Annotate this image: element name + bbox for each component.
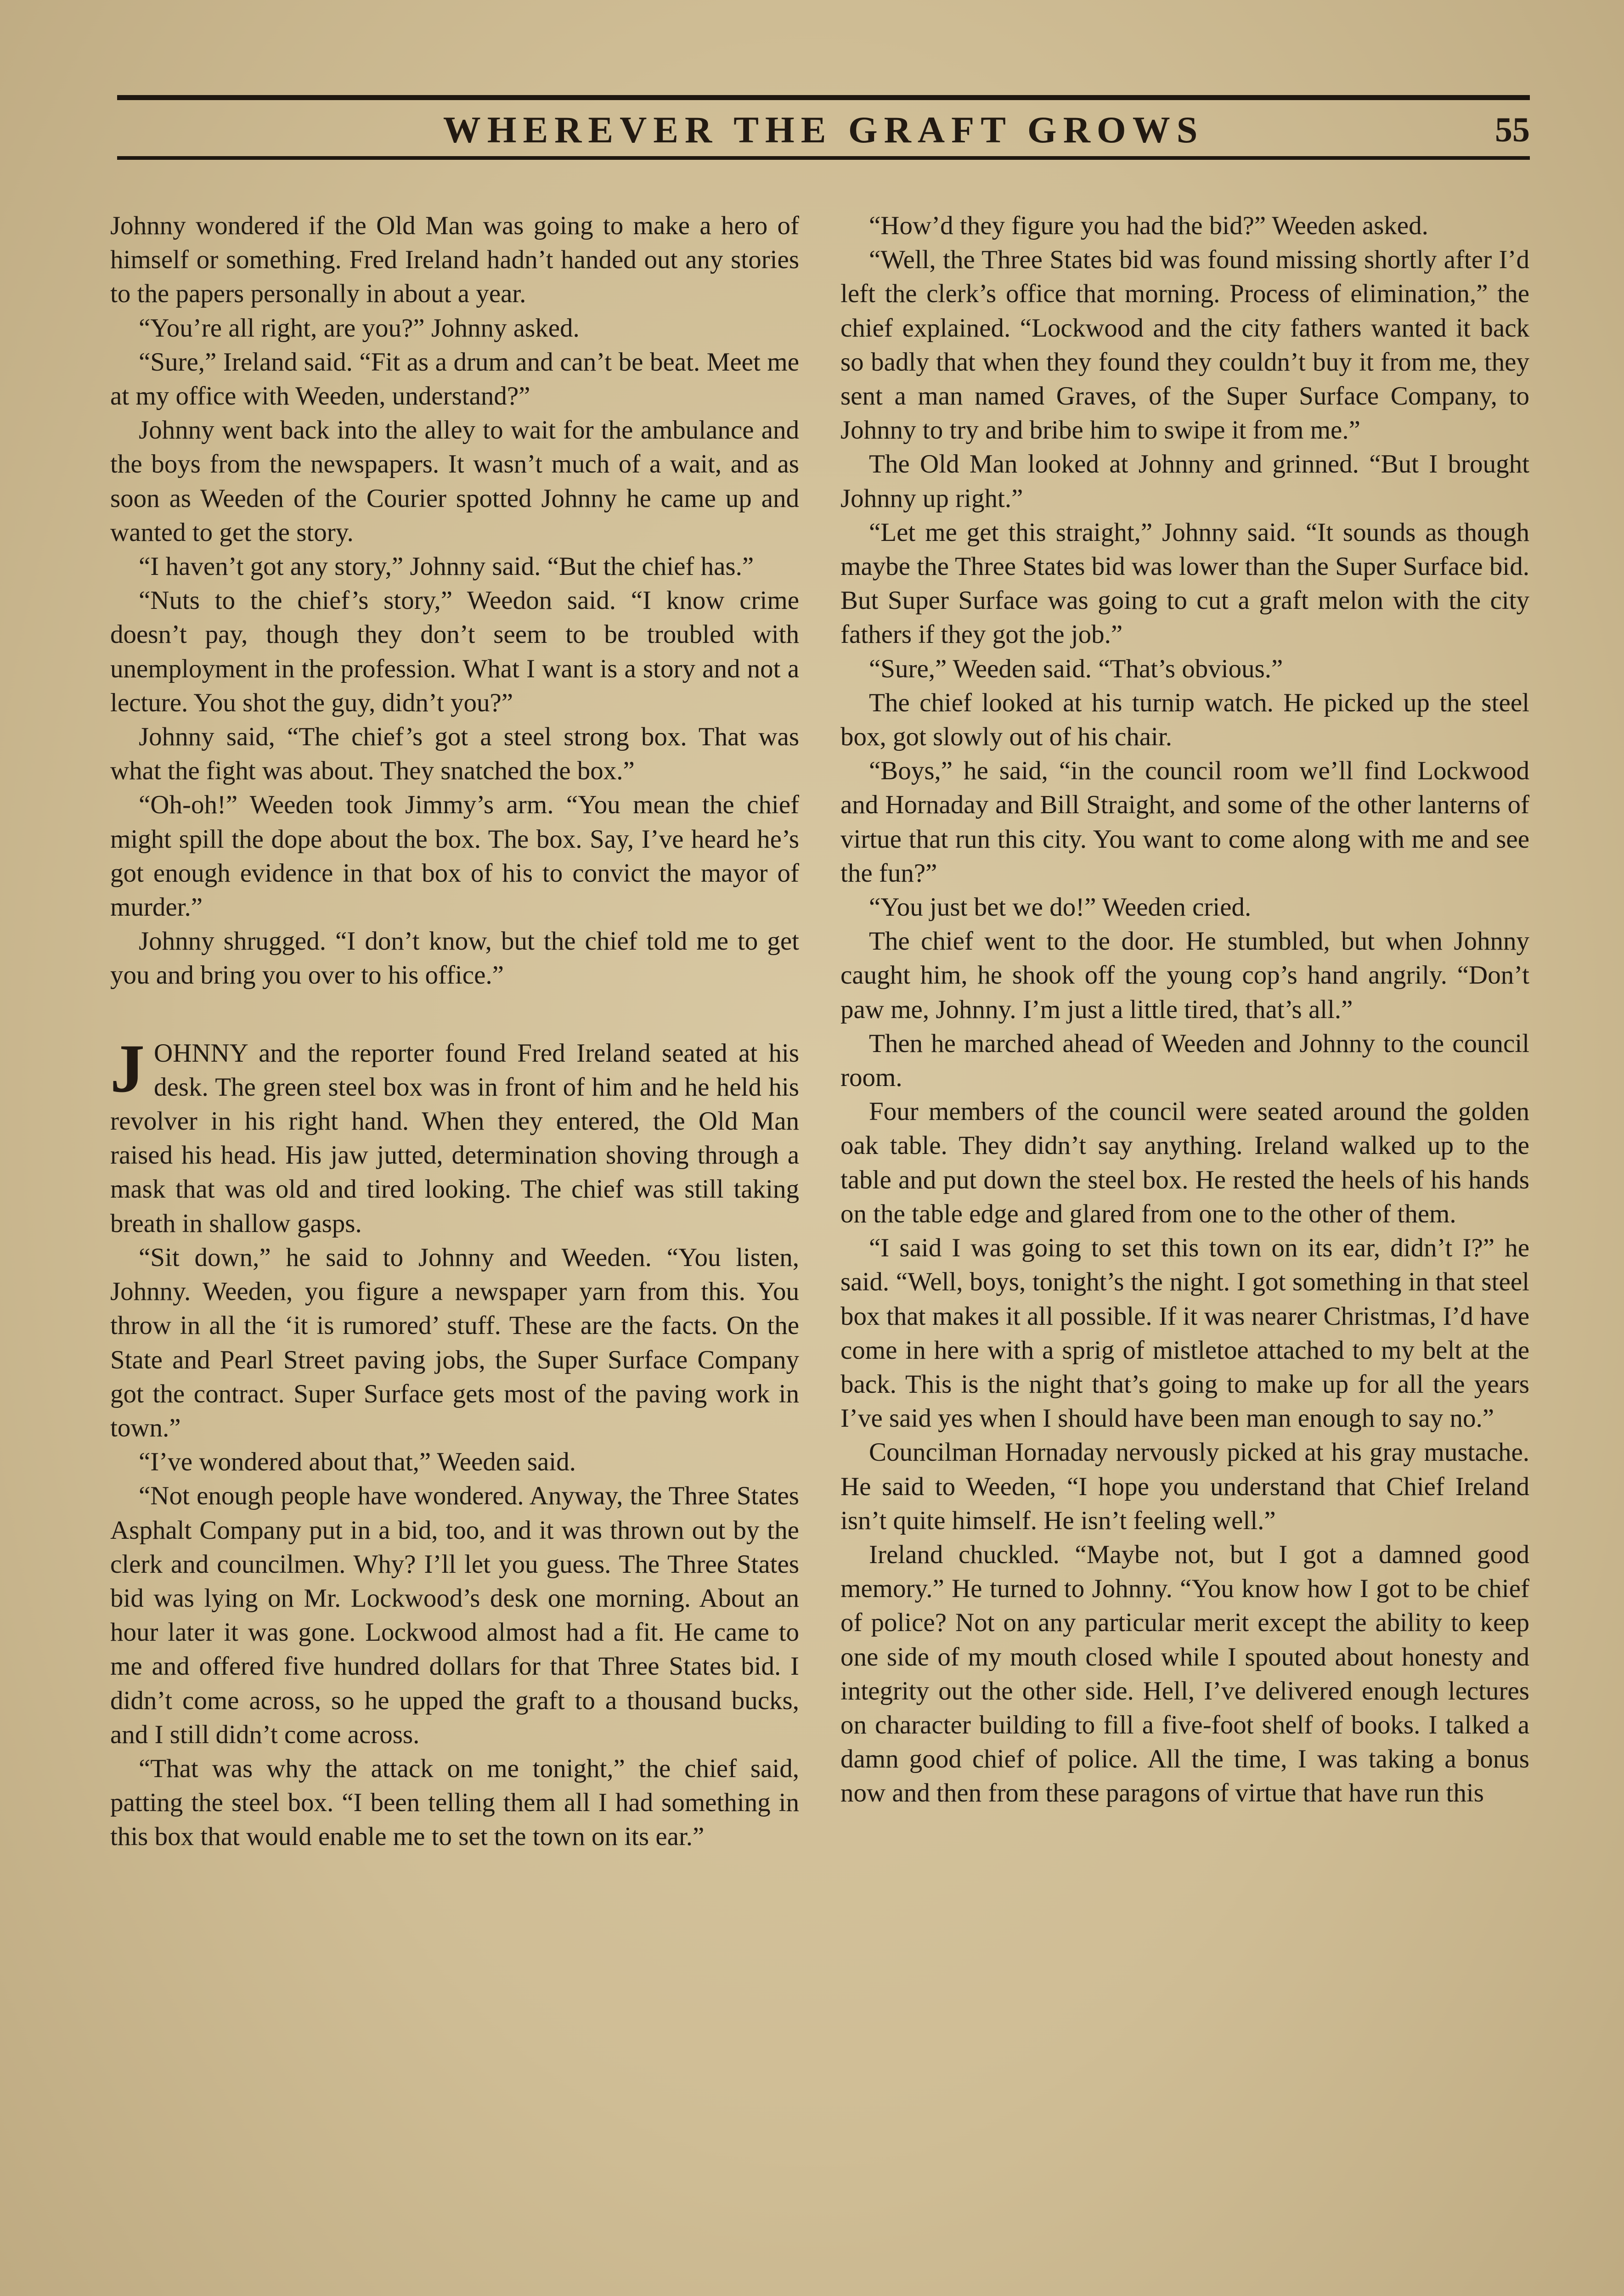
paragraph: Four members of the council were seated around the golden oak table. They didn’t say anything. Ireland walked up to the table and put down the steel box. He rested the heels of his hands on the table edge and glared from one to the other of them. bbox=[840, 1097, 1529, 1228]
paragraph: The Old Man looked at Johnny and grinned. “But I brought Johnny up right.” bbox=[840, 450, 1529, 513]
paragraph: The chief looked at his turnip watch. He picked up the steel box, got slowly out of his chair. bbox=[840, 688, 1529, 752]
paragraph: “That was why the attack on me tonight,” the chief said, patting the steel box. “I been telling them all I had something in this box that would enable me to set the town on its ear.” bbox=[110, 1754, 799, 1851]
paragraph: “You just bet we do!” Weeden cried. bbox=[869, 893, 1252, 922]
page-number: 55 bbox=[1495, 111, 1530, 149]
running-title: WHEREVER THE GRAFT GROWS bbox=[443, 109, 1204, 151]
paragraph: “How’d they figure you had the bid?” Weeden asked. bbox=[869, 211, 1428, 240]
paragraph: Johnny said, “The chief’s got a steel strong box. That was what the fight was about. They snatched the box.” bbox=[110, 722, 799, 786]
paragraph: “Let me get this straight,” Johnny said. “It sounds as though maybe the Three States bid was lower than the Super Surface bid. But Super Surface was going to cut a graft melon with the city fathers if they got the job.” bbox=[840, 518, 1529, 649]
paragraph: Johnny went back into the alley to wait for the ambulance and the boys from the newspapers. It wasn’t much of a wait, and as soon as Weeden of the Courier spotted Johnny he came up and wanted to get the story. bbox=[110, 416, 799, 547]
section-opening-text: OHNNY and the reporter found Fred Ireland seated at his desk. The green steel box was in front of him and he held his revolver in his right hand. When they entered, the Old Man raised his head. His jaw jutted, determination shoving through a mask that was old and tired looking. The chief was still taking breath in shallow gasps. bbox=[110, 1038, 799, 1238]
paragraph: “Nuts to the chief’s story,” Weedon said. “I know crime doesn’t pay, though they don’t seem to be troubled with unemployment in the profession. What I want is a story and not a lecture. You shot the guy, didn’t you?” bbox=[110, 586, 799, 717]
paragraph: Johnny wondered if the Old Man was going to make a hero of himself or something. Fred Ireland hadn’t handed out any stories to the papers personally in about a year. bbox=[110, 211, 799, 309]
paragraph: “Sit down,” he said to Johnny and Weeden. “You listen, Johnny. Weeden, you figure a newspaper yarn from this. You throw in all the ‘it is rumored’ stuff. These are the facts. On the State and Pearl Street paving jobs, the Super Surface Company got the contract. Super Surface gets most of the paving work in town.” bbox=[110, 1243, 799, 1442]
paragraph: “I haven’t got any story,” Johnny said. “But the chief has.” bbox=[139, 552, 754, 581]
paragraph: The chief went to the door. He stumbled, but when Johnny caught him, he shook off the young cop’s hand angrily. “Don’t paw me, Johnny. I’m just a little tired, that’s all.” bbox=[840, 927, 1529, 1024]
paragraph: Ireland chuckled. “Maybe not, but I got a damned good memory.” He turned to Johnny. “You know how I got to be chief of police? Not on any particular merit except the ability to keep one side of my mouth closed while I spouted about honesty and integrity out the other side. Hell, I’ve delivered enough lectures on character building to fill a five-foot shelf of books. I talked a damn good chief of police. All the time, I was taking a bonus now and then from these paragons of virtue that have run this bbox=[840, 1540, 1529, 1808]
paragraph: Councilman Hornaday nervously picked at his gray mustache. He said to Weeden, “I hope you understand that Chief Ireland isn’t quite himself. He isn’t feeling well.” bbox=[840, 1438, 1529, 1535]
paragraph: Then he marched ahead of Weeden and Johnny to the council room. bbox=[840, 1029, 1529, 1092]
header-top-rule bbox=[117, 95, 1530, 100]
paragraph: “Not enough people have wondered. Anyway, the Three States Asphalt Company put in a bid, too, and it was thrown out by the clerk and councilmen. Why? I’ll let you guess. The Three States bid was lying on Mr. Lockwood’s desk one morning. About an hour later it was gone. Lockwood almost had a fit. He came to me and offered five hundred dollars for that Three States bid. I didn’t come across, so he upped the graft to a thousand bucks, and I still didn’t come across. bbox=[110, 1481, 799, 1749]
paragraph: Johnny shrugged. “I don’t know, but the chief told me to get you and bring you over to his office.” bbox=[110, 927, 799, 990]
paragraph: “Boys,” he said, “in the council room we’ll find Lockwood and Hornaday and Bill Straight, and some of the other lanterns of virtue that run this city. You want to come along with me and see the fun?” bbox=[840, 756, 1529, 888]
paragraph: “You’re all right, are you?” Johnny asked. bbox=[139, 313, 580, 343]
paragraph: “Oh-oh!” Weeden took Jimmy’s arm. “You mean the chief might spill the dope about the box. The box. Say, I’ve heard he’s got enough evidence in that box of his to convict the mayor of murder.” bbox=[110, 790, 799, 922]
drop-cap: J bbox=[110, 1030, 145, 1107]
header-bottom-rule bbox=[117, 156, 1530, 160]
left-column bbox=[110, 209, 799, 1854]
paragraph: “Sure,” Ireland said. “Fit as a drum and can’t be beat. Meet me at my office with Weeden, understand?” bbox=[110, 347, 799, 411]
paragraph: “I said I was going to set this town on its ear, didn’t I?” he said. “Well, boys, tonight’s the night. I got something in that steel box that makes it all possible. If it was nearer Christmas, I’d have come in here with a sprig of mistletoe attached to my belt at the back. This is the night that’s going to make up for all the years I’ve said yes when I should have been man enough to say no.” bbox=[840, 1233, 1529, 1433]
paragraph: “I’ve wondered about that,” Weeden said. bbox=[139, 1447, 576, 1477]
paragraph: “Sure,” Weeden said. “That’s obvious.” bbox=[869, 654, 1283, 683]
section-break bbox=[110, 993, 799, 1036]
right-column bbox=[840, 209, 1529, 1811]
section-opening-paragraph bbox=[110, 1030, 799, 1241]
paragraph: “Well, the Three States bid was found missing shortly after I’d left the clerk’s office that morning. Process of elimination,” the chief explained. “Lockwood and the city fathers wanted it back so badly that when they found they couldn’t buy it from me, they sent a man named Graves, of the Super Surface Company, to Johnny to try and bribe him to swipe it from me.” bbox=[840, 245, 1529, 445]
running-header bbox=[117, 103, 1530, 154]
